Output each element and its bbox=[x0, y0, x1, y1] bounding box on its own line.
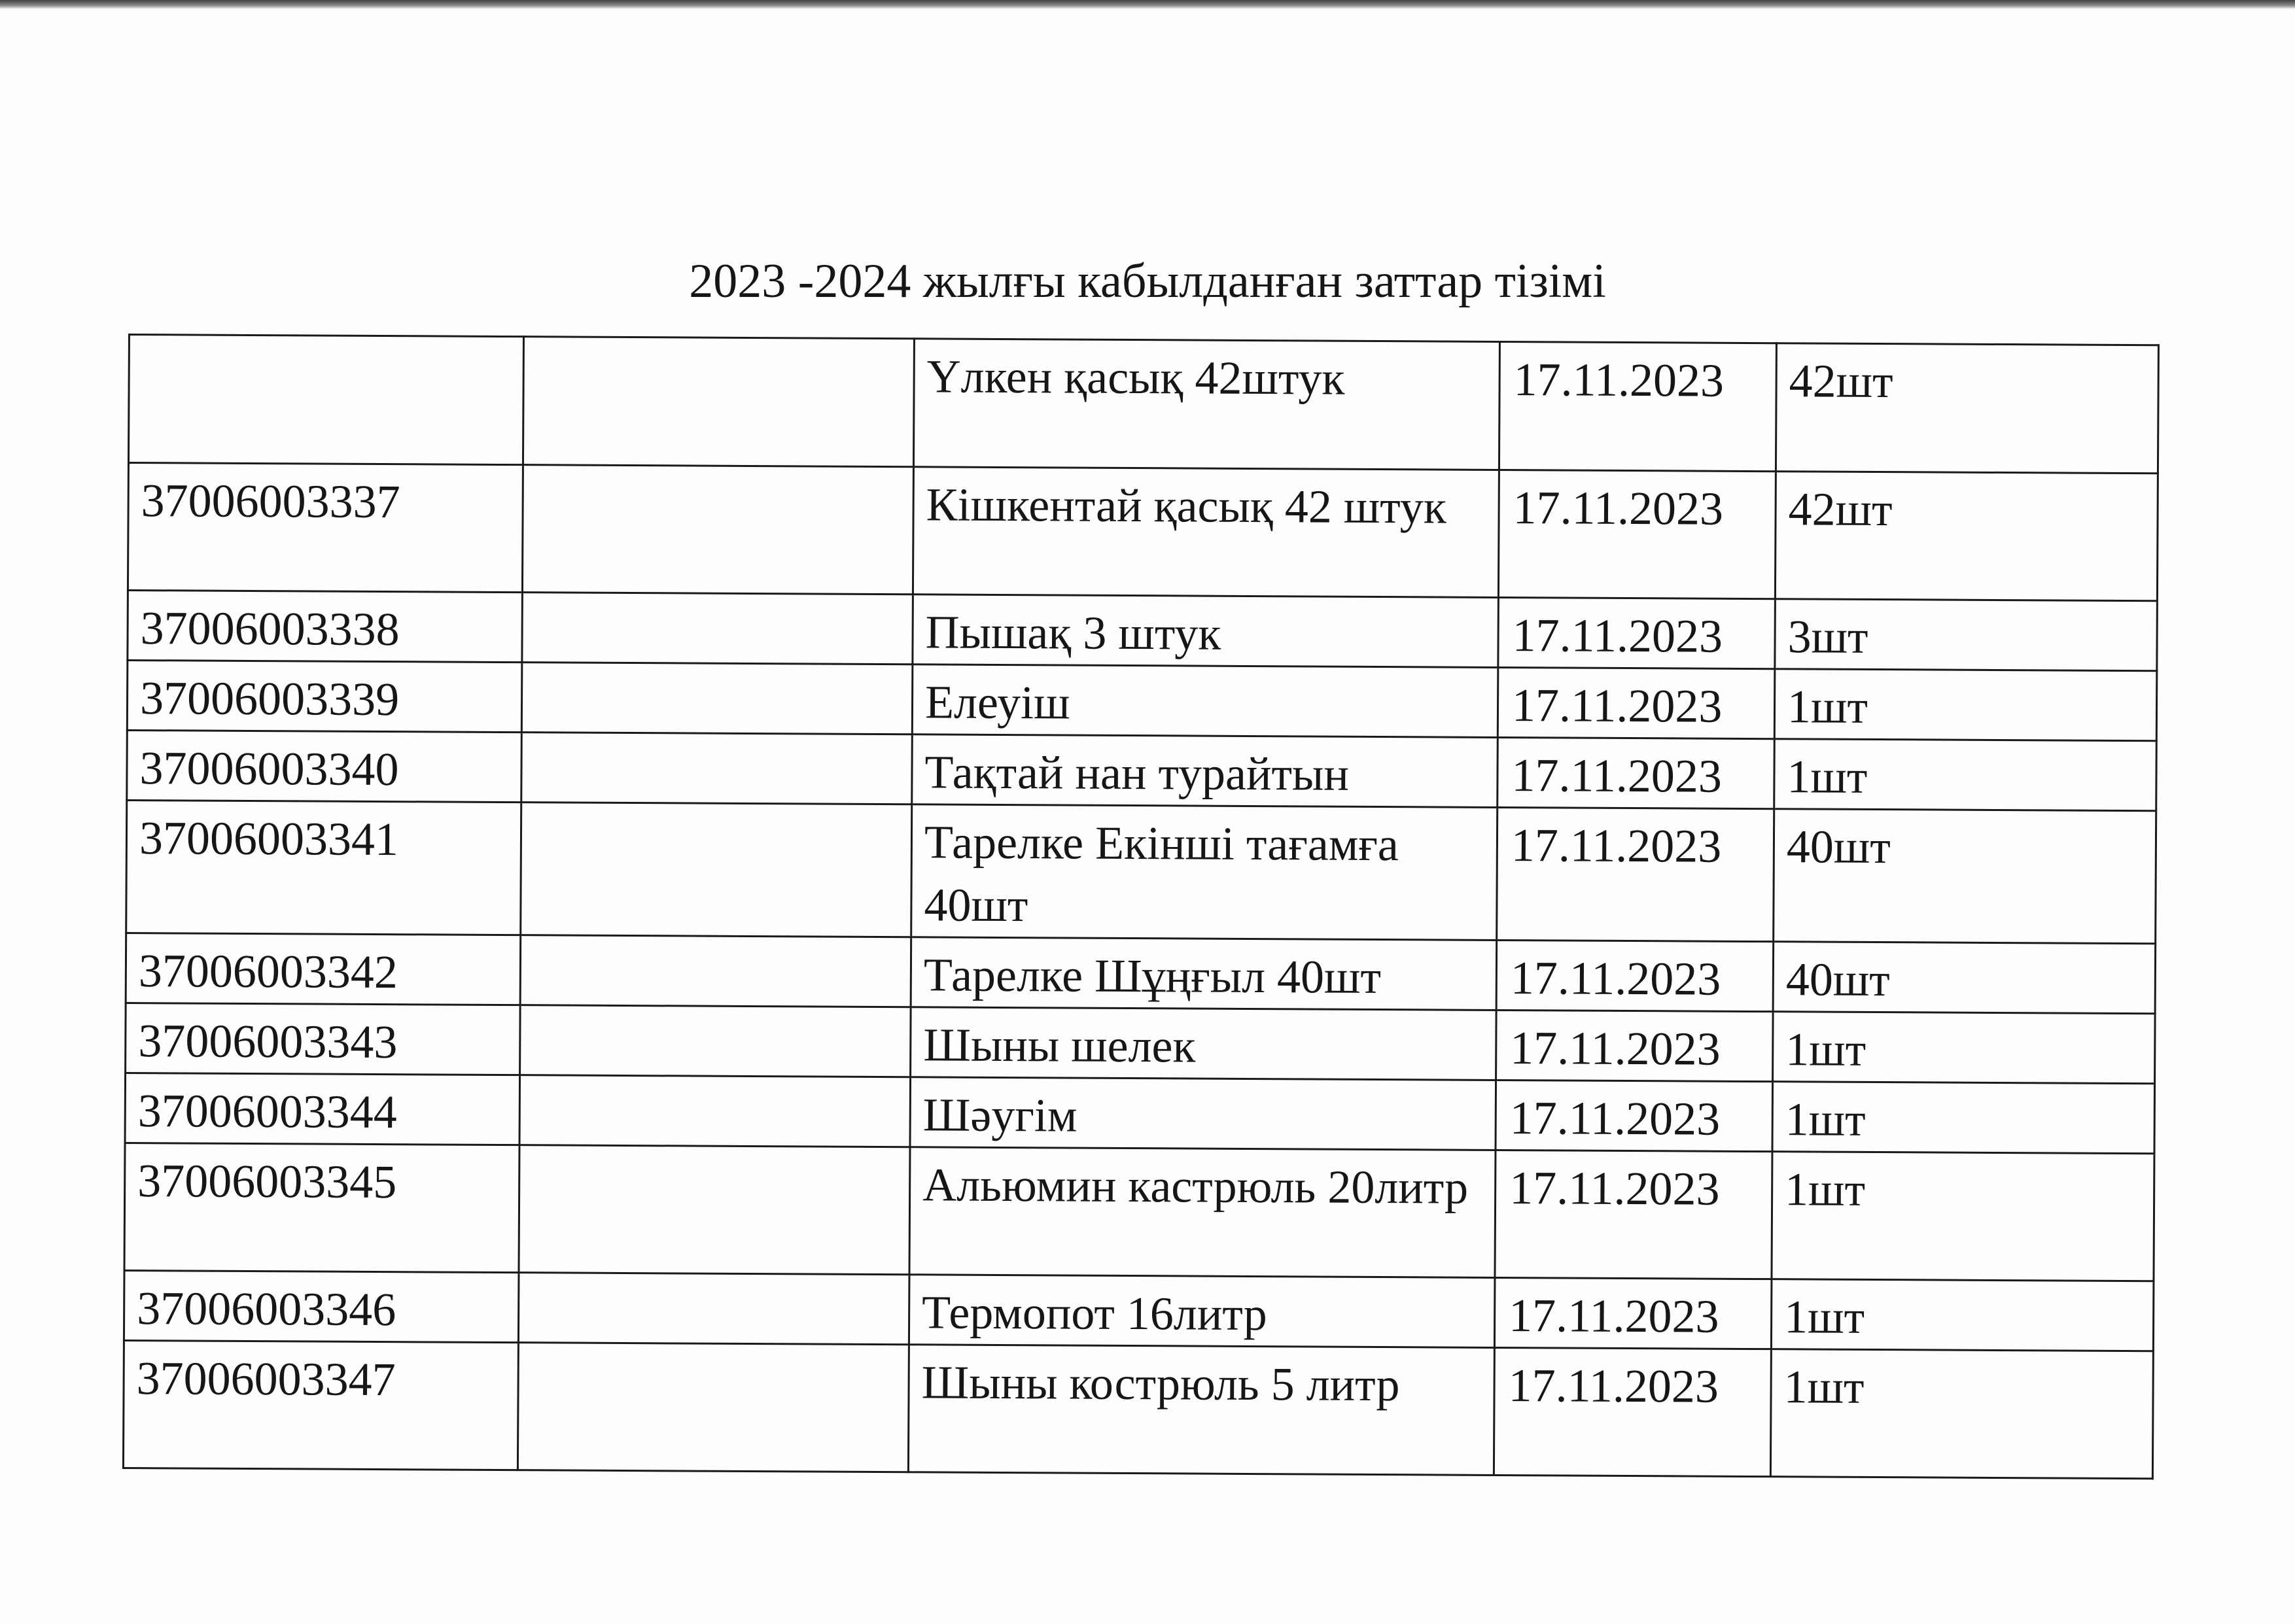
item-quantity: 1шт bbox=[1772, 1082, 2155, 1154]
item-name: Тақтай нан турайтын bbox=[912, 734, 1498, 808]
received-date: 17.11.2023 bbox=[1498, 667, 1775, 738]
item-quantity: 1шт bbox=[1770, 1349, 2153, 1479]
received-date: 17.11.2023 bbox=[1494, 1277, 1772, 1349]
received-date: 17.11.2023 bbox=[1499, 341, 1776, 471]
empty-cell bbox=[517, 1343, 909, 1472]
empty-cell bbox=[519, 1145, 910, 1275]
table-row bbox=[127, 661, 2157, 741]
table-row bbox=[124, 1143, 2154, 1281]
item-name: Елеуіш bbox=[912, 665, 1498, 738]
item-name: Шыны шелек bbox=[911, 1007, 1497, 1080]
empty-cell bbox=[522, 465, 913, 595]
received-date: 17.11.2023 bbox=[1497, 807, 1774, 941]
received-date: 17.11.2023 bbox=[1498, 737, 1775, 808]
item-quantity: 42шт bbox=[1775, 472, 2158, 601]
item-name: Термопот 16литр bbox=[909, 1275, 1495, 1348]
inventory-number: 37006003341 bbox=[126, 800, 521, 935]
item-name: Тарелке Екінші тағамға 40шт bbox=[911, 804, 1498, 941]
table-row bbox=[123, 1340, 2153, 1478]
empty-cell bbox=[520, 1005, 911, 1077]
item-quantity: 3шт bbox=[1775, 599, 2158, 671]
table-row bbox=[124, 1270, 2154, 1351]
inventory-number: 37006003337 bbox=[128, 463, 523, 593]
inventory-number bbox=[128, 335, 523, 465]
empty-cell bbox=[519, 1075, 911, 1147]
inventory-number: 37006003345 bbox=[124, 1143, 519, 1272]
table-row bbox=[126, 800, 2156, 943]
item-quantity: 40шт bbox=[1773, 942, 2156, 1014]
table-row bbox=[128, 463, 2158, 601]
empty-cell bbox=[523, 337, 914, 467]
inventory-number: 37006003342 bbox=[126, 933, 521, 1005]
item-name: Үлкен қасық 42штук bbox=[913, 339, 1499, 470]
item-quantity: 1шт bbox=[1774, 739, 2157, 811]
empty-cell bbox=[521, 803, 912, 937]
inventory-number: 37006003344 bbox=[125, 1073, 520, 1145]
received-date: 17.11.2023 bbox=[1498, 597, 1776, 668]
item-name: Шыны кострюль 5 литр bbox=[908, 1345, 1494, 1476]
inventory-number: 37006003347 bbox=[123, 1340, 518, 1470]
item-quantity: 1шт bbox=[1773, 1012, 2156, 1084]
table-row bbox=[128, 335, 2158, 474]
table-row bbox=[127, 730, 2157, 810]
items-table-wrapper bbox=[122, 334, 2160, 1479]
empty-cell bbox=[522, 593, 913, 665]
received-date: 17.11.2023 bbox=[1498, 470, 1776, 598]
scan-edge bbox=[0, 0, 2295, 9]
table-row bbox=[126, 1003, 2156, 1083]
empty-cell bbox=[520, 935, 911, 1007]
item-quantity: 1шт bbox=[1771, 1279, 2154, 1351]
item-name: Альюмин кастрюль 20литр bbox=[909, 1147, 1496, 1278]
page-title: 2023 -2024 жылғы кабылданған заттар тізімі bbox=[689, 254, 1606, 308]
item-quantity: 42шт bbox=[1776, 343, 2158, 474]
received-date: 17.11.2023 bbox=[1496, 1010, 1774, 1081]
item-name: Шәугім bbox=[910, 1077, 1496, 1150]
items-table bbox=[122, 334, 2160, 1479]
empty-cell bbox=[518, 1273, 909, 1345]
empty-cell bbox=[521, 733, 913, 804]
received-date: 17.11.2023 bbox=[1494, 1347, 1771, 1476]
received-date: 17.11.2023 bbox=[1495, 1150, 1772, 1279]
inventory-number: 37006003346 bbox=[124, 1270, 519, 1342]
item-name: Тарелке Шұңғыл 40шт bbox=[911, 937, 1497, 1011]
inventory-number: 37006003339 bbox=[127, 661, 522, 733]
item-quantity: 40шт bbox=[1774, 809, 2156, 944]
received-date: 17.11.2023 bbox=[1496, 1080, 1773, 1151]
inventory-number: 37006003343 bbox=[126, 1003, 521, 1075]
received-date: 17.11.2023 bbox=[1496, 940, 1774, 1011]
table-row bbox=[128, 591, 2158, 671]
item-quantity: 1шт bbox=[1774, 669, 2157, 741]
item-quantity: 1шт bbox=[1772, 1152, 2154, 1281]
table-row bbox=[126, 933, 2156, 1013]
table-row bbox=[125, 1073, 2155, 1153]
empty-cell bbox=[521, 663, 913, 734]
item-name: Пышақ 3 штук bbox=[913, 595, 1499, 668]
item-name: Кішкентай қасық 42 штук bbox=[913, 467, 1499, 598]
inventory-number: 37006003338 bbox=[128, 591, 523, 663]
inventory-number: 37006003340 bbox=[127, 730, 522, 802]
